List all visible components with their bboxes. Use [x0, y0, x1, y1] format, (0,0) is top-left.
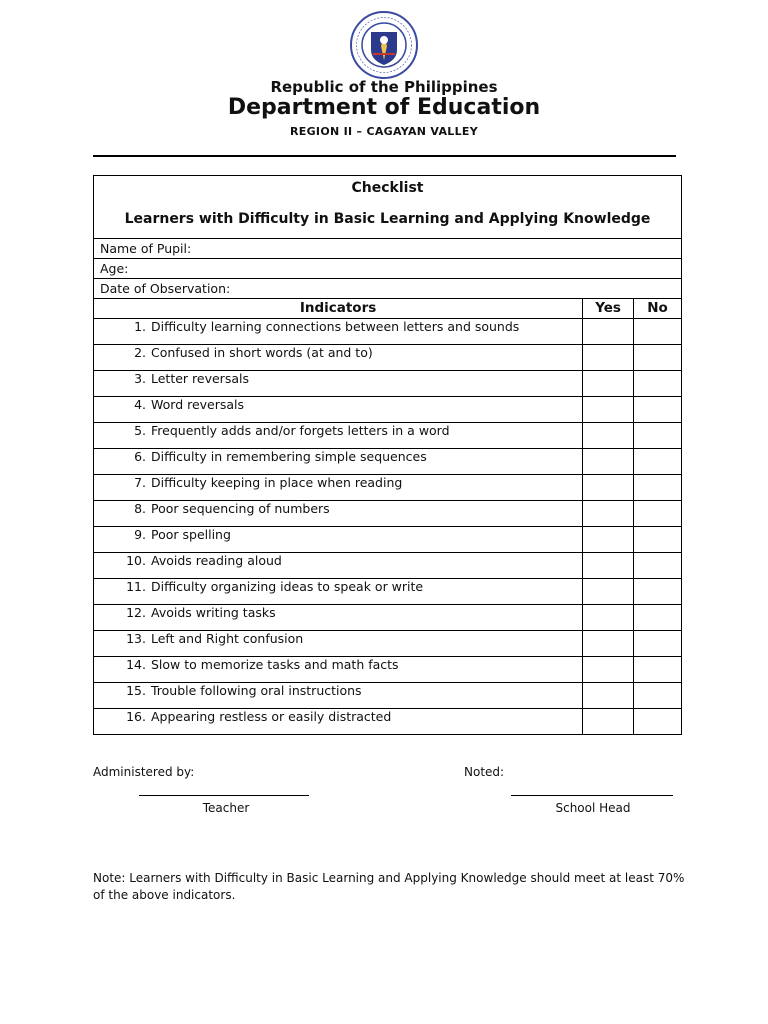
header-divider	[93, 155, 676, 157]
indicator-number: 1.	[134, 319, 146, 334]
teacher-label: Teacher	[202, 801, 250, 815]
date-of-observation-field[interactable]: Date of Observation:	[94, 279, 682, 299]
indicator-row	[94, 631, 682, 657]
no-checkbox-cell[interactable]	[634, 631, 682, 657]
indicator-row	[94, 579, 682, 605]
indicator-row	[94, 683, 682, 709]
yes-header: Yes	[583, 299, 634, 319]
no-checkbox-cell[interactable]	[634, 319, 682, 345]
indicators-header: Indicators	[94, 299, 583, 319]
indicator-text-cell	[94, 657, 583, 683]
field-row-age	[94, 259, 682, 279]
indicator-label: Poor sequencing of numbers	[151, 501, 330, 516]
indicator-number: 14.	[126, 657, 146, 672]
indicator-label: Avoids reading aloud	[151, 553, 282, 568]
indicator-text-cell	[94, 371, 583, 397]
indicator-text-cell	[94, 605, 583, 631]
yes-checkbox-cell[interactable]	[583, 709, 634, 735]
yes-checkbox-cell[interactable]	[583, 449, 634, 475]
indicator-row	[94, 657, 682, 683]
indicator-row	[94, 709, 682, 735]
indicator-text-cell	[94, 631, 583, 657]
indicator-row	[94, 449, 682, 475]
indicator-label: Difficulty learning connections between letters and sounds	[151, 319, 520, 334]
indicator-label: Letter reversals	[151, 371, 249, 386]
indicator-row	[94, 553, 682, 579]
indicator-number: 7.	[134, 475, 146, 490]
no-checkbox-cell[interactable]	[634, 709, 682, 735]
name-of-pupil-field[interactable]: Name of Pupil:	[94, 239, 682, 259]
indicator-number: 12.	[126, 605, 146, 620]
indicator-label: Avoids writing tasks	[151, 605, 276, 620]
yes-checkbox-cell[interactable]	[583, 345, 634, 371]
no-checkbox-cell[interactable]	[634, 527, 682, 553]
school-head-signature-line[interactable]	[511, 795, 673, 796]
indicator-label: Left and Right confusion	[151, 631, 304, 646]
field-row-date	[94, 279, 682, 299]
indicator-label: Difficulty keeping in place when reading	[151, 475, 403, 490]
indicator-number: 13.	[126, 631, 146, 646]
indicator-text-cell	[94, 579, 583, 605]
indicator-number: 3.	[134, 371, 146, 386]
no-checkbox-cell[interactable]	[634, 579, 682, 605]
indicator-text-cell	[94, 709, 583, 735]
age-field[interactable]: Age:	[94, 259, 682, 279]
no-checkbox-cell[interactable]	[634, 345, 682, 371]
yes-checkbox-cell[interactable]	[583, 683, 634, 709]
yes-checkbox-cell[interactable]	[583, 605, 634, 631]
indicator-row	[94, 475, 682, 501]
yes-checkbox-cell[interactable]	[583, 475, 634, 501]
republic-heading: Republic of the Philippines	[270, 78, 498, 96]
no-checkbox-cell[interactable]	[634, 683, 682, 709]
indicator-number: 10.	[126, 553, 146, 568]
indicator-text-cell	[94, 475, 583, 501]
teacher-signature-line[interactable]	[139, 795, 309, 796]
checklist-subtitle: Learners with Difficulty in Basic Learning and Applying Knowledge	[124, 211, 651, 227]
indicator-number: 8.	[134, 501, 146, 516]
indicator-row	[94, 397, 682, 423]
indicator-number: 4.	[134, 397, 146, 412]
indicator-row	[94, 371, 682, 397]
indicator-row	[94, 501, 682, 527]
school-head-label: School Head	[555, 801, 631, 815]
yes-checkbox-cell[interactable]	[583, 579, 634, 605]
indicator-label: Appearing restless or easily distracted	[151, 709, 392, 724]
indicator-row	[94, 527, 682, 553]
footer-note: Note: Learners with Difficulty in Basic Learning and Applying Knowledge should meet at least 70% of the above indicators.	[93, 871, 685, 902]
no-checkbox-cell[interactable]	[634, 605, 682, 631]
indicator-text-cell	[94, 527, 583, 553]
indicator-label: Frequently adds and/or forgets letters in a word	[151, 423, 450, 438]
yes-checkbox-cell[interactable]	[583, 397, 634, 423]
indicator-text-cell	[94, 449, 583, 475]
indicator-text-cell	[94, 319, 583, 345]
indicator-row	[94, 605, 682, 631]
title-row	[94, 176, 682, 239]
indicator-label: Difficulty in remembering simple sequences	[151, 449, 427, 464]
field-row-name	[94, 239, 682, 259]
indicator-text-cell	[94, 397, 583, 423]
indicator-label: Poor spelling	[151, 527, 231, 542]
yes-checkbox-cell[interactable]	[583, 553, 634, 579]
no-checkbox-cell[interactable]	[634, 475, 682, 501]
noted-label: Noted:	[464, 765, 505, 779]
region-heading: REGION II – CAGAYAN VALLEY	[290, 125, 478, 138]
indicator-label: Slow to memorize tasks and math facts	[151, 657, 399, 672]
department-heading: Department of Education	[227, 95, 541, 120]
indicator-number: 2.	[134, 345, 146, 360]
indicator-number: 6.	[134, 449, 146, 464]
yes-checkbox-cell[interactable]	[583, 657, 634, 683]
no-checkbox-cell[interactable]	[634, 553, 682, 579]
indicator-text-cell	[94, 683, 583, 709]
indicator-label: Difficulty organizing ideas to speak or write	[151, 579, 424, 594]
deped-seal-logo	[349, 10, 419, 80]
yes-checkbox-cell[interactable]	[583, 371, 634, 397]
yes-checkbox-cell[interactable]	[583, 319, 634, 345]
indicator-number: 15.	[126, 683, 146, 698]
indicator-label: Trouble following oral instructions	[151, 683, 362, 698]
indicator-label: Confused in short words (at and to)	[151, 345, 373, 360]
yes-checkbox-cell[interactable]	[583, 423, 634, 449]
no-checkbox-cell[interactable]	[634, 371, 682, 397]
administered-by-label: Administered by:	[93, 765, 195, 779]
indicator-row	[94, 423, 682, 449]
no-checkbox-cell[interactable]	[634, 423, 682, 449]
no-checkbox-cell[interactable]	[634, 397, 682, 423]
no-header: No	[634, 299, 682, 319]
indicator-text-cell	[94, 501, 583, 527]
checklist-title: Checklist	[351, 180, 424, 196]
yes-checkbox-cell[interactable]	[583, 631, 634, 657]
indicator-row	[94, 345, 682, 371]
no-checkbox-cell[interactable]	[634, 657, 682, 683]
indicator-number: 5.	[134, 423, 146, 438]
indicator-rows	[94, 319, 682, 735]
column-header-row	[94, 299, 682, 319]
no-checkbox-cell[interactable]	[634, 501, 682, 527]
checklist-table	[93, 175, 682, 735]
indicator-text-cell	[94, 553, 583, 579]
yes-checkbox-cell[interactable]	[583, 501, 634, 527]
indicator-text-cell	[94, 345, 583, 371]
indicator-text-cell	[94, 423, 583, 449]
indicator-row	[94, 319, 682, 345]
indicator-number: 11.	[126, 579, 146, 594]
indicator-number: 16.	[126, 709, 146, 724]
indicator-number: 9.	[134, 527, 146, 542]
yes-checkbox-cell[interactable]	[583, 527, 634, 553]
indicator-label: Word reversals	[151, 397, 245, 412]
no-checkbox-cell[interactable]	[634, 449, 682, 475]
